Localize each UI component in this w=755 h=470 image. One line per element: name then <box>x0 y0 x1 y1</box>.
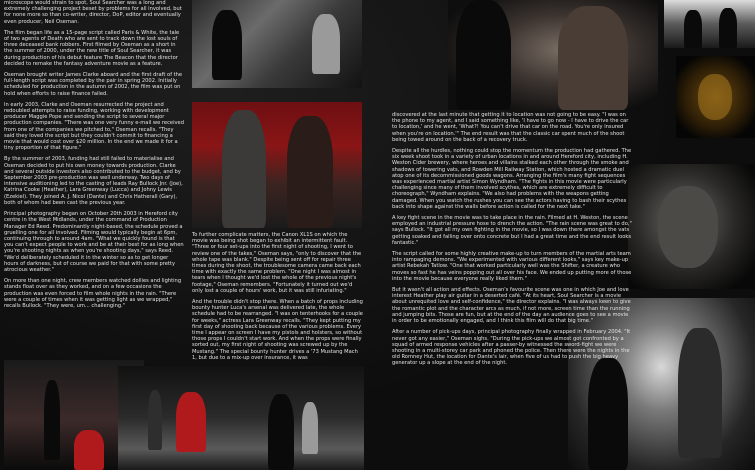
figure-silhouette <box>176 392 206 452</box>
production-photo-top <box>192 0 362 88</box>
figure-silhouette <box>148 390 162 450</box>
article-column-3 <box>392 112 632 372</box>
figure-silhouette <box>312 14 340 74</box>
paragraph: To further complicate matters, the Canon XL1S on which the movie was being shot began to exhibit an intermittent fault. "Three or four set-ups into the first night of shooting, I went to review one of the takes," Oseman says, "only to discover that the whole tape was blank." Despite being sent off for repair three times during the shoot, the troublesome camera came back each time with exactly the same problem. "One night I was almost in tears when I thought we'd lost the whole of the previous night's footage," Oseman remembers. "Fortunately it turned out we'd only lost a couple of hours' work, but it was still infuriating." <box>192 232 362 294</box>
figure-silhouette <box>302 402 318 454</box>
paragraph: But it wasn't all action and effects. Oseman's favourite scene was one in which Joe and love interest Heather play air guitar in a deserted café. "At its heart, Soul Searcher is a movie about unrequited love and self-confidence," the director explains. "I was always keen to give the romantic plot and the character arcs as much, if not more, screen time than the running and jumping bits. Those are fun, but at the end of the day an audience goes to see a movie in order to be emotionally engaged, and I think this film will do that big time." <box>392 287 631 325</box>
figure-silhouette <box>268 394 294 470</box>
figure-silhouette <box>678 328 722 458</box>
paragraph: A key fight scene in the movie was to take place in the rain. Filmed at H. Weston, the scene employed an industrial pressure hose to drench the action. "The rain scene was great to do," says Bullock. "It got all my own fighting in the movie, so I was down there amongst the vats getting soaked and falling over onto concrete but I had a great time and the end result looks fantastic." <box>392 215 632 246</box>
paragraph: The film began life as a 15-page script called Paris & White, the tale of two agents of Death who are sent to track down the lost souls of three deceased bank robbers. First filmed by Oseman as a short in the summer of 2000, under the new title of Soul Searcher, it was during production of his debut feature The Beacon that the director decided to remake the fantasy adventure movie as a feature. <box>4 29 180 67</box>
figure-silhouette <box>684 10 702 48</box>
paragraph: By the summer of 2003, funding had still failed to materialise and Oseman decided to put his own money towards production. Clarke and several outside investors also contributed to the budget, and by September 2003 pre-production was well underway. Two days of intensive auditioning led to the casting of leads Ray Bullock Jnr. (Joe), Katrina Cooke (Heather), Lara Greenway (Lucca) and Johny Lewis (Ezekiel). They joined A. J. Nicol (Dante) and Chris Hatherall (Gary), both of whom had been cast the previous year. <box>4 156 183 206</box>
paragraph: The script called for some highly creative make-up to turn members of the martial arts team into rampaging demons. "We experimented with various different looks," says key make-up artist Rebekah Tatlow. "One that worked particularly well was the Shifter, a creature who moves so fast he has veins popping out all over his face. We ended up putting more of those into the movie because everyone really liked them." <box>392 251 632 282</box>
paragraph: discovered at the last minute that getting it to location was not going to be easy. "I was on the phone to my agent, and I said something like, 'I have to go now - I have to drive the car to location,' and he went, 'What?! You can't drive that car on the road. You're only insured when you're on location.'" The end result was that the classic car spent much of the shoot being towed around on the back of a recovery truck. <box>392 112 629 143</box>
paragraph: microscope would strain to spot, Soul Searcher was a long and extremely challenging project beset by problems for all involved, but for none more so than co-writer, director, DoP, editor and eventually even producer, Neil Oseman. <box>4 0 182 25</box>
figure-silhouette <box>74 430 104 470</box>
paragraph: Principal photography began on October 20th 2003 in Hereford city centre in the West Midlands, under the command of Production Manager Ed Reed. Predominantly night-based, the schedule proved a gruelling one for all involved. Filming would typically begin at 6pm, continuing through to around 4am. "What we quickly found is that you can't expect people to work and be at their best for as long when you're shooting nights as when you're shooting days," says Reed. "We'd deliberately scheduled it in the winter so as to get longer hours of darkness, but of course we paid for that with some pretty atrocious weather." <box>4 211 184 273</box>
crew-photo-corner <box>664 0 755 48</box>
paragraph: On more than one night, crew members watched dollies and lighting stands float over as they worked, and on a few occasions the production was even forced to film whole nights in the rain. "There were a couple of times when it was getting light as we wrapped," recalls Bullock. "They were, um... challenging." <box>4 278 182 309</box>
figure-silhouette <box>719 8 737 48</box>
creature-makeup-photo <box>676 56 755 138</box>
creature-face <box>698 74 732 120</box>
figure-silhouette <box>287 116 333 228</box>
paragraph: After a number of pick-ups days, principal photography finally wrapped in February 2004. "It never got any easier," Oseman sighs. "During the pick-ups we almost got confronted by a squad of armed response vehicles after a passer-by witnessed the sword-fight we were shooting in a multi-storey car park and phoned the police. Then there were the nights in the old Romney Hut, the location for Dante's lair, when five of us had to push the big heavy generator up a slope at the end of the night. <box>392 329 631 367</box>
paragraph: Despite all the hurdles, nothing could stop the momentum the production had gathered. The six week shoot took in a variety of urban locations in and around Hereford city, including H. Weston Cider brewery, where heroes and villains stalked each other through the smoke and shadows of towering vats, and Rowden Mill Railway Station, which hosted a dramatic duel atop one of its decommissioned goods wagons. Arranging the film's many fight sequences was experienced martial artist Simon Wyndham. "The fights in this movie were particularly challenging since many of them involved scythes, which are extremely difficult to choreograph," Wyndham explains. "We also had problems with the weapons getting damaged. When you watch the rushes you can see the actors having to bash their scythes back into shape against the walls before action is called for the next take." <box>392 148 632 210</box>
figure-silhouette <box>456 0 511 110</box>
railway-shoot-photo <box>118 366 364 470</box>
figure-silhouette <box>588 358 628 470</box>
figure-silhouette <box>222 110 266 228</box>
actor-face-photo <box>628 164 755 289</box>
lead-actors-photo <box>192 102 362 228</box>
figure-silhouette <box>44 380 60 460</box>
paragraph: Oseman brought writer James Clarke aboard and the first draft of the full-length script was completed by the pair in spring 2002. Initially scheduled for production in the autumn of 2002, the film was put on hold when efforts to raise finance failed. <box>4 72 183 97</box>
figure-silhouette <box>212 10 242 80</box>
article-column-2 <box>192 232 364 366</box>
figure-silhouette <box>558 6 628 110</box>
face-shape <box>658 186 718 268</box>
paragraph: In early 2003, Clarke and Oseman resurrected the project and redoubled attempts to raise funding, working with development producer Maggie Pope and sending the script to several major production companies. "There was one very funny e-mail we received from one of the companies we pitched to," Oseman recalls. "They said they loved the script but they couldn't commit to financing a movie that would cost over $20 million. In the end we made it for a tiny proportion of that figure." <box>4 101 184 152</box>
paragraph: And the trouble didn't stop there. When a batch of props including bounty hunter Luca's arsenal was delivered late, the whole schedule had to be rearranged. "I was on tenterhooks for a couple for weeks," actress Lara Greenway recalls. "They kept putting my first day of shooting back because of the various problems. Every time I appear on screen I have my pistols and holsters, so without those props I couldn't start work. And when the props were finally sorted out, my first night of shooting was screwed up by the Mustang." The special bounty hunter drives a '73 Mustang Mach 1, but due to a mix-up over insurance, it was <box>192 299 363 361</box>
actor-closeup-photo <box>448 0 658 110</box>
article-column-1 <box>4 0 184 314</box>
